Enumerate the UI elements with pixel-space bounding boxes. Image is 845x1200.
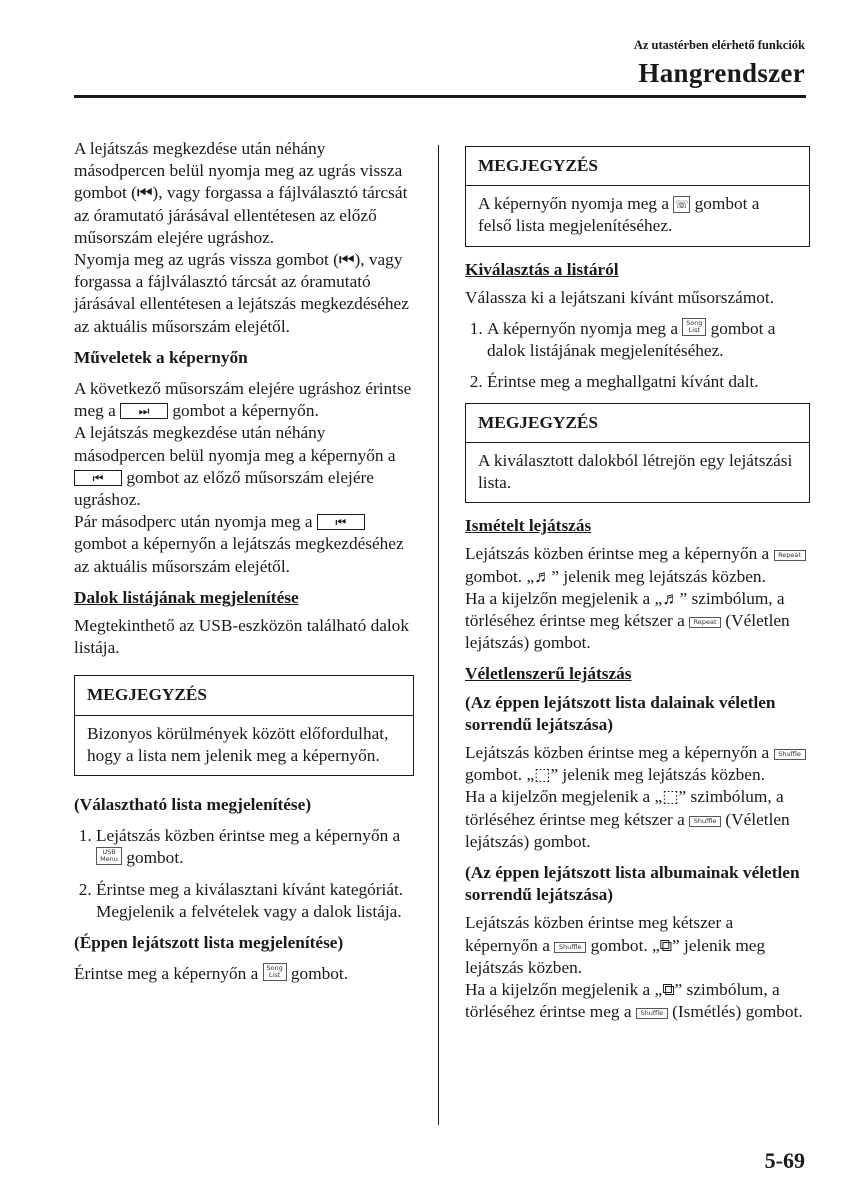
heading-random: Véletlenszerű lejátszás — [465, 664, 632, 684]
left-column — [74, 138, 414, 995]
prev-track-icon: ⏮ — [74, 470, 122, 486]
heading-current-list: (Éppen lejátszott lista megjelenítése) — [74, 933, 344, 953]
paragraph: Lejátszás közben érintse meg kétszer a képernyőn a Shuffle gombot. „⧉” jelenik meg lejátszás közben. — [465, 913, 766, 977]
shuffle-icon: Shuffle — [774, 749, 806, 760]
shuffle-icon: Shuffle — [689, 816, 721, 827]
paragraph: Megtekinthető az USB-eszközön található dalok listája. — [74, 616, 409, 658]
paragraph: Ha a kijelzőn megjelenik a „⬚” szimbólum, a törléséhez érintse meg kétszer a Shuffle (Véletlen lejátszás) gombot. — [465, 787, 790, 851]
paragraph: Érintse meg a képernyőn a Song List gombot. — [74, 964, 349, 984]
paragraph: Lejátszás közben érintse meg a képernyőn a Repeat gombot. „♬” jelenik meg lejátszás közben. — [465, 543, 810, 587]
heading-select-from-list: Kiválasztás a listáról — [465, 259, 619, 279]
paragraph: A lejátszás megkezdése után néhány másodpercen belül nyomja meg az ugrás vissza gombot (⏮), vagy forgassa a fájlválasztó tárcsát az óramutató járásával ellentétesen az előző műsorszám elejére ugráshoz. — [74, 139, 408, 247]
shuffle-icon: Shuffle — [636, 1008, 668, 1019]
phone-icon: ☏ — [674, 198, 689, 212]
right-column — [465, 146, 810, 1033]
repeat-icon: Repeat — [774, 550, 806, 561]
paragraph: Válassza ki a lejátszani kívánt műsorszámot. — [465, 287, 775, 307]
song-list-icon: Song List — [263, 963, 287, 981]
note-title: MEGJEGYZÉS — [75, 676, 413, 715]
heading-screen-ops: Műveletek a képernyőn — [74, 347, 248, 367]
column-divider — [438, 145, 439, 1125]
note-box — [74, 675, 414, 776]
note-body: A kiválasztott dalokból létrejön egy lejátszási lista. — [478, 450, 793, 493]
list-item: 1. Lejátszás közben érintse meg a képernyőn a USB Menu gombot. — [96, 825, 414, 869]
section-label: Az utastérben elérhető funkciók — [633, 38, 805, 52]
heading-random-album: (Az éppen lejátszott lista albumainak véletlen sorrendű lejátszása) — [465, 863, 800, 905]
list-item: 2. Érintse meg a kiválasztani kívánt kategóriát. Megjelenik a felvételek vagy a dalok listája. — [96, 879, 414, 923]
next-track-icon: ⏭ — [120, 403, 168, 419]
note-body: A képernyőn nyomja meg a ☏ gombot a felső lista megjelenítéséhez. — [478, 194, 760, 236]
prev-track-icon: ⏮ — [317, 514, 365, 530]
paragraph: Lejátszás közben érintse meg a képernyőn a Shuffle gombot. „⬚” jelenik meg lejátszás közben. — [465, 742, 810, 786]
paragraph: Ha a kijelzőn megjelenik a „⧉” szimbólum, a törléséhez érintse meg a Shuffle (Ismétlés) gombot. — [465, 980, 803, 1022]
page-title: Hangrendszer — [638, 58, 805, 88]
paragraph: Nyomja meg az ugrás vissza gombot (⏮), vagy forgassa a fájlválasztó tárcsát az óramutató járásával ellentétesen a lejátszás megkezdéséhez az aktuális műsorszám elejétől. — [74, 250, 409, 336]
paragraph: Ha a kijelzőn megjelenik a „♬” szimbólum, a törléséhez érintse meg kétszer a Repeat (Véletlen lejátszás) gombot. — [465, 588, 790, 653]
shuffle-icon: Shuffle — [554, 942, 586, 953]
list-item: 1. A képernyőn nyomja meg a Song List gombot a dalok listájának megjelenítéséhez. — [487, 318, 810, 362]
steps-list — [465, 318, 810, 394]
paragraph: A következő műsorszám elejére ugráshoz érintse meg a ⏭ gombot a képernyőn. — [74, 379, 412, 421]
note-box — [465, 146, 810, 247]
header-rule — [74, 95, 806, 98]
heading-song-list: Dalok listájának megjelenítése — [74, 587, 299, 607]
note-box — [465, 403, 810, 504]
steps-list — [74, 825, 414, 923]
paragraph: Pár másodperc után nyomja meg a ⏮ gombot a képernyőn a lejátszás megkezdéséhez az aktuális műsorszám elejétől. — [74, 512, 404, 576]
heading-random-list: (Az éppen lejátszott lista dalainak véletlen sorrendű lejátszása) — [465, 692, 776, 734]
repeat-icon: Repeat — [689, 617, 721, 628]
note-title: MEGJEGYZÉS — [466, 147, 809, 186]
note-body: Bizonyos körülmények között előfordulhat, hogy a lista nem jelenik meg a képernyőn. — [87, 723, 389, 765]
list-item: 2. Érintse meg a meghallgatni kívánt dalt. — [487, 371, 810, 393]
note-title: MEGJEGYZÉS — [466, 404, 809, 443]
heading-repeat: Ismételt lejátszás — [465, 516, 592, 536]
paragraph: A lejátszás megkezdése után néhány másodpercen belül nyomja meg a képernyőn a ⏮ gombot az előző műsorszám elejére ugráshoz. — [74, 423, 396, 510]
heading-selectable-list: (Választható lista megjelenítése) — [74, 795, 312, 815]
song-list-icon: Song List — [682, 318, 706, 336]
usb-menu-icon: USB Menu — [96, 847, 122, 865]
page-number: 5-69 — [764, 1148, 805, 1173]
